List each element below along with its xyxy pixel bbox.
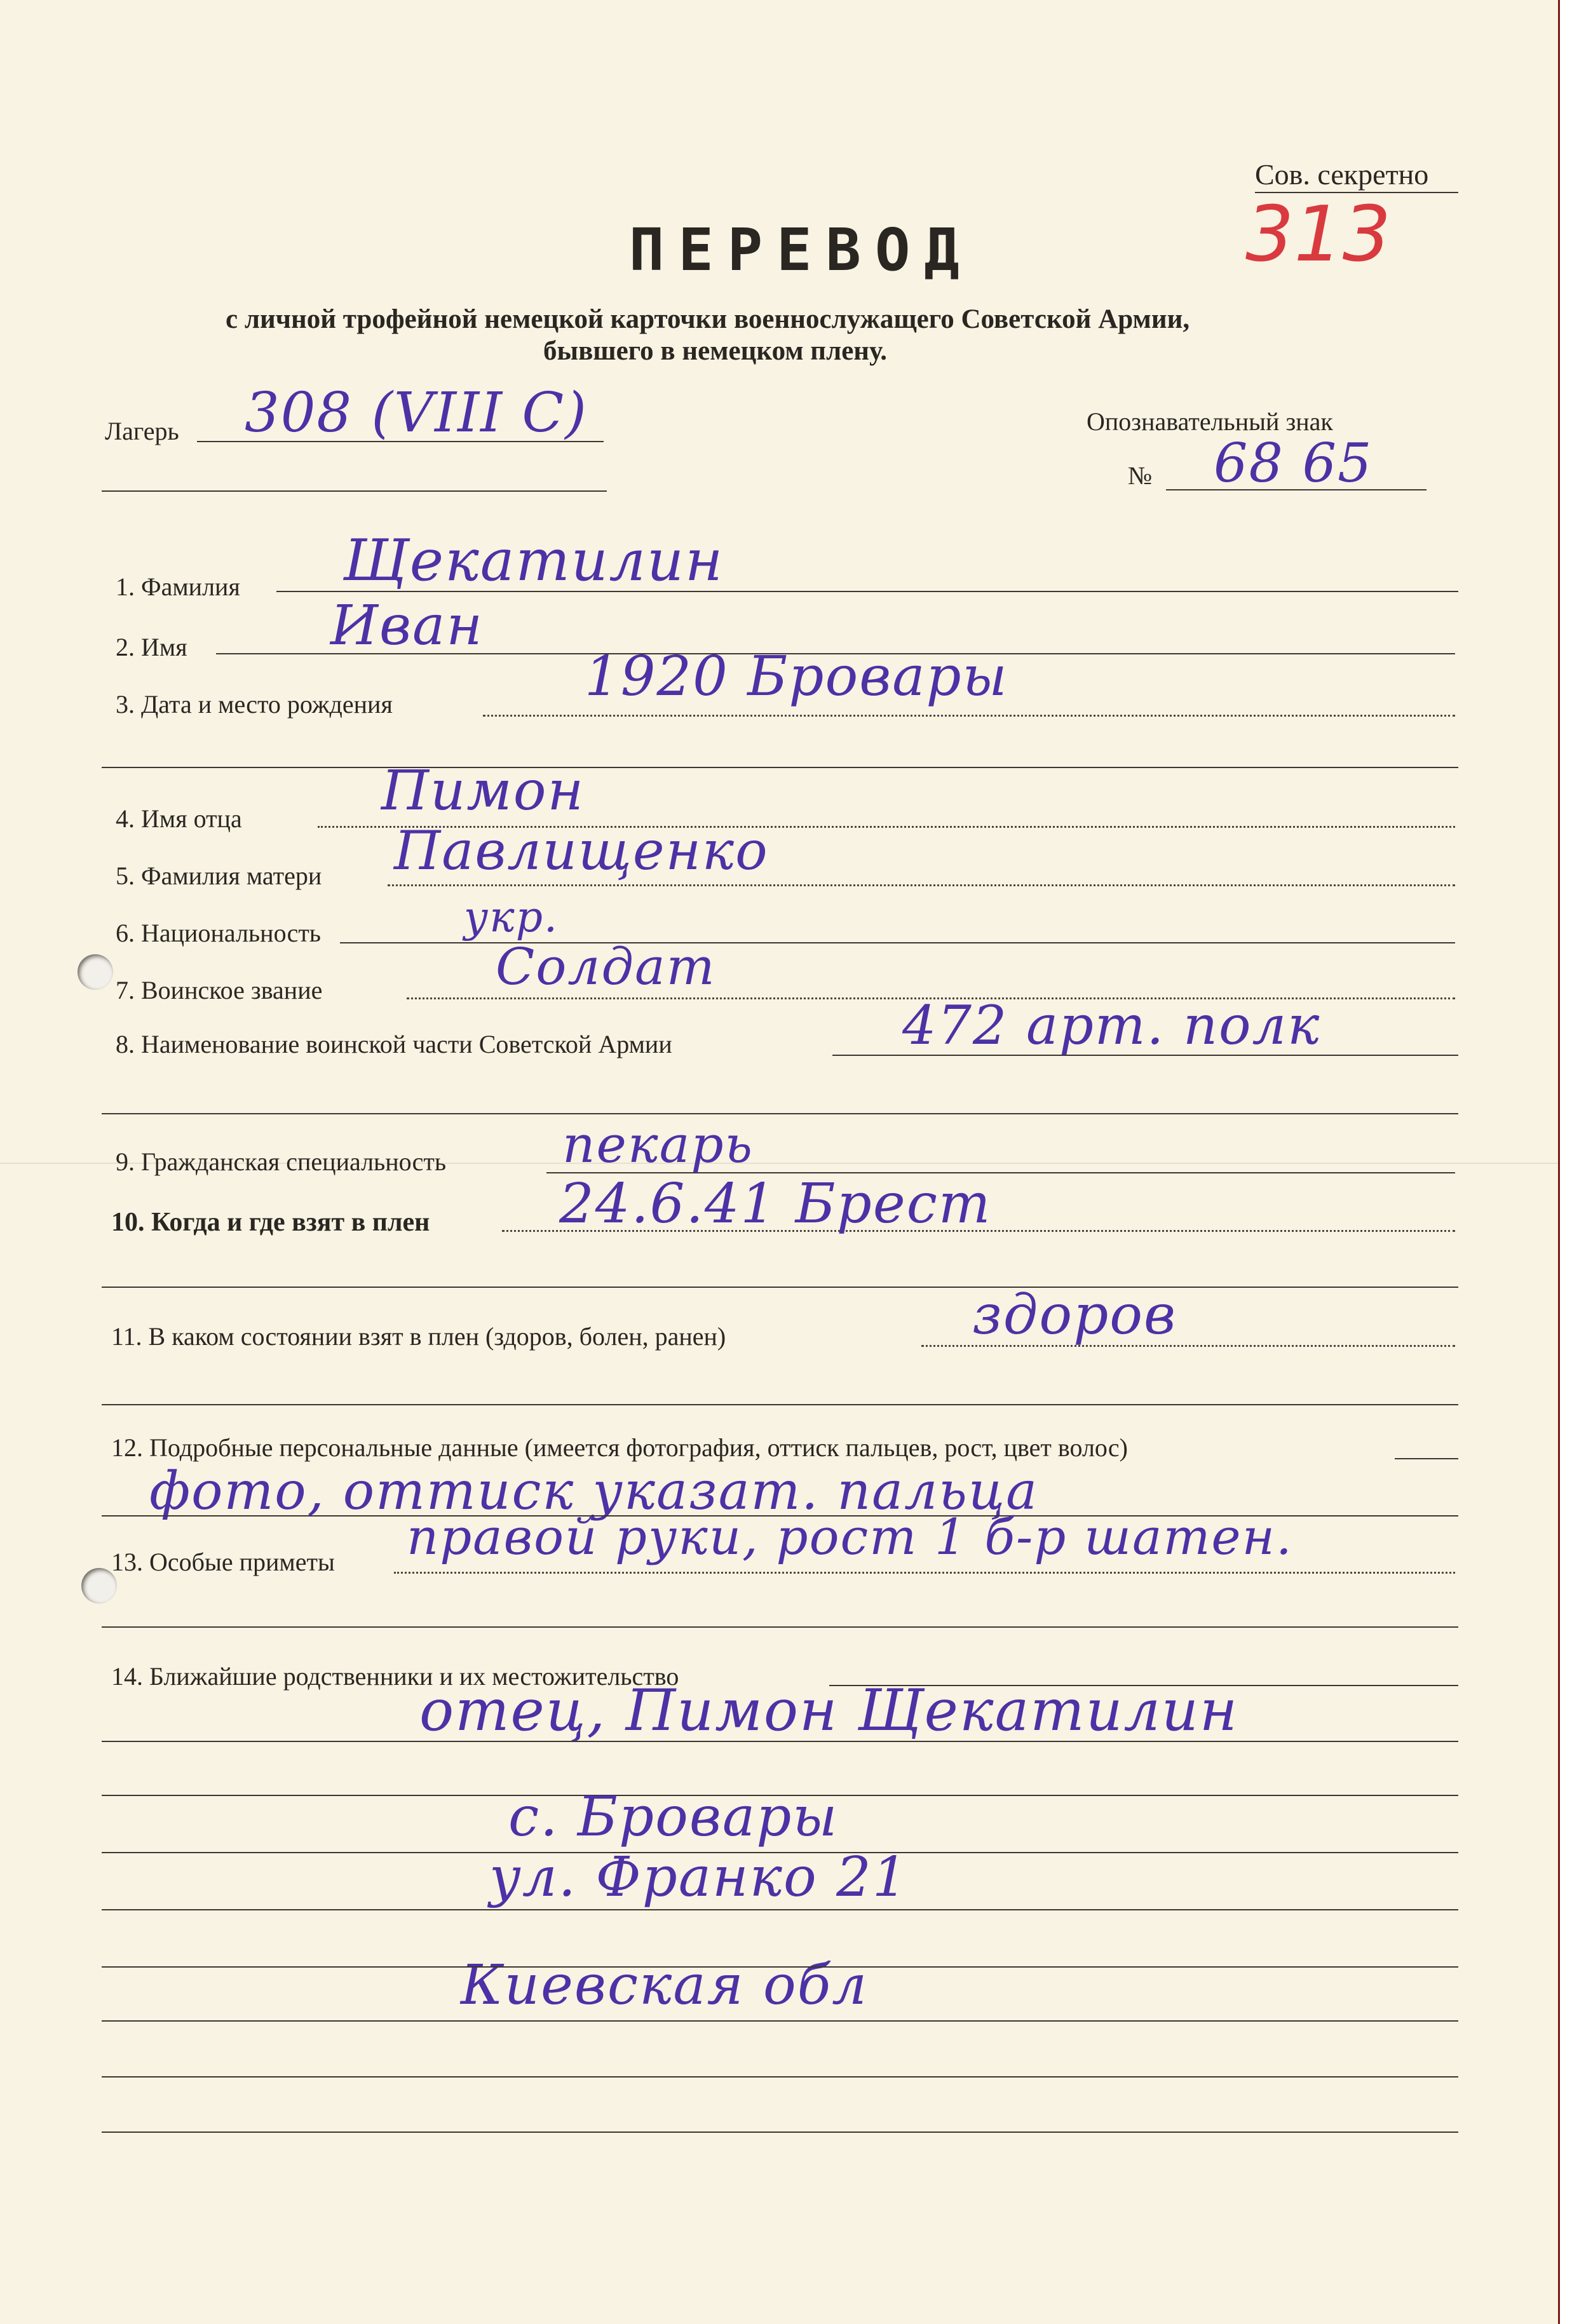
field-label-features: 13. Особые приметы [111, 1548, 335, 1576]
field-value-surname: Щекатилин [343, 527, 724, 594]
field-label-profession: 9. Гражданская специальность [116, 1147, 447, 1176]
classification-mark: Сов. секретно [1255, 158, 1429, 191]
field-line-features-2 [102, 1626, 1458, 1628]
id-tag-value: 68 65 [1214, 432, 1373, 494]
field-label-birth: 3. Дата и место рождения [116, 690, 393, 719]
field-line-birth-2 [102, 767, 1458, 768]
relatives-address-street: ул. Франко 21 [489, 1846, 909, 1909]
camp-value: 308 (VIII C) [245, 381, 588, 445]
field-value-name: Иван [330, 594, 484, 658]
field-value-relatives: отец, Пимон Щекатилин [419, 1677, 1239, 1744]
field-label-surname: 1. Фамилия [116, 572, 240, 601]
field-line-condition-2 [102, 1404, 1458, 1405]
punch-hole-top [78, 954, 113, 990]
field-label-unit: 8. Наименование воинской части Советской Армии [116, 1030, 672, 1058]
field-line-relatives-5 [102, 1909, 1458, 1910]
field-label-condition: 11. В каком состоянии взят в плен (здоров, болен, ранен) [111, 1322, 726, 1351]
field-label-captured: 10. Когда и где взят в плен [111, 1208, 430, 1237]
field-value-profession: пекарь [562, 1115, 754, 1174]
field-value-birth: 1920 Бровары [585, 645, 1008, 708]
relatives-address-region: Киевская обл [461, 1954, 868, 2017]
subtitle-line-1: с личной трофейной немецкой карточки военнослужащего Советской Армии, [226, 304, 1190, 334]
field-line-relatives-8 [102, 2076, 1458, 2077]
field-value-father: Пимон [381, 759, 585, 823]
camp-line-2 [102, 490, 607, 492]
camp-label: Лагерь [105, 417, 179, 445]
field-line-unit-2 [102, 1113, 1458, 1114]
field-line-mother [388, 884, 1455, 886]
field-line-features [394, 1572, 1455, 1574]
id-tag-label: Опознавательный знак [1087, 407, 1333, 436]
field-value-captured: 24.6.41 Брест [559, 1172, 992, 1236]
field-line-relatives-7 [102, 2020, 1458, 2022]
field-value-unit: 472 арт. полк [902, 994, 1321, 1057]
field-label-father: 4. Имя отца [116, 804, 242, 833]
field-label-relatives: 14. Ближайшие родственники и их местожительство [111, 1662, 679, 1691]
field-line-personal-data [1395, 1458, 1458, 1459]
field-label-nationality: 6. Национальность [116, 919, 322, 947]
field-value-condition: здоров [972, 1283, 1177, 1347]
document-title: ПЕРЕВОД [629, 216, 973, 284]
field-value-personal-data: фото, оттиск указат. пальца [149, 1461, 1039, 1522]
relatives-address-village: с. Бровары [508, 1785, 839, 1849]
scan-margin [1560, 0, 1579, 2324]
field-line-relatives-9 [102, 2131, 1458, 2133]
field-label-rank: 7. Воинское звание [116, 976, 323, 1004]
field-value-features: правой руки, рост 1 б-р шатен. [407, 1509, 1293, 1566]
field-value-nationality: укр. [464, 893, 559, 942]
subtitle-line-2: бывшего в немецком плену. [543, 336, 888, 366]
field-line-birth [483, 715, 1455, 717]
id-tag-no-label: № [1128, 461, 1153, 490]
field-label-personal-data: 12. Подробные персональные данные (имеется фотография, оттиск пальцев, рост, цвет волос) [111, 1433, 1128, 1462]
field-line-relatives-2 [102, 1741, 1458, 1742]
field-value-rank: Солдат [496, 937, 716, 996]
field-label-name: 2. Имя [116, 633, 187, 661]
field-line-captured-2 [102, 1287, 1458, 1288]
archive-stamp-number: 313 [1245, 191, 1392, 279]
field-line-relatives-6 [102, 1966, 1458, 1968]
field-value-mother: Павлищенко [394, 820, 769, 882]
field-label-mother: 5. Фамилия матери [116, 861, 322, 890]
